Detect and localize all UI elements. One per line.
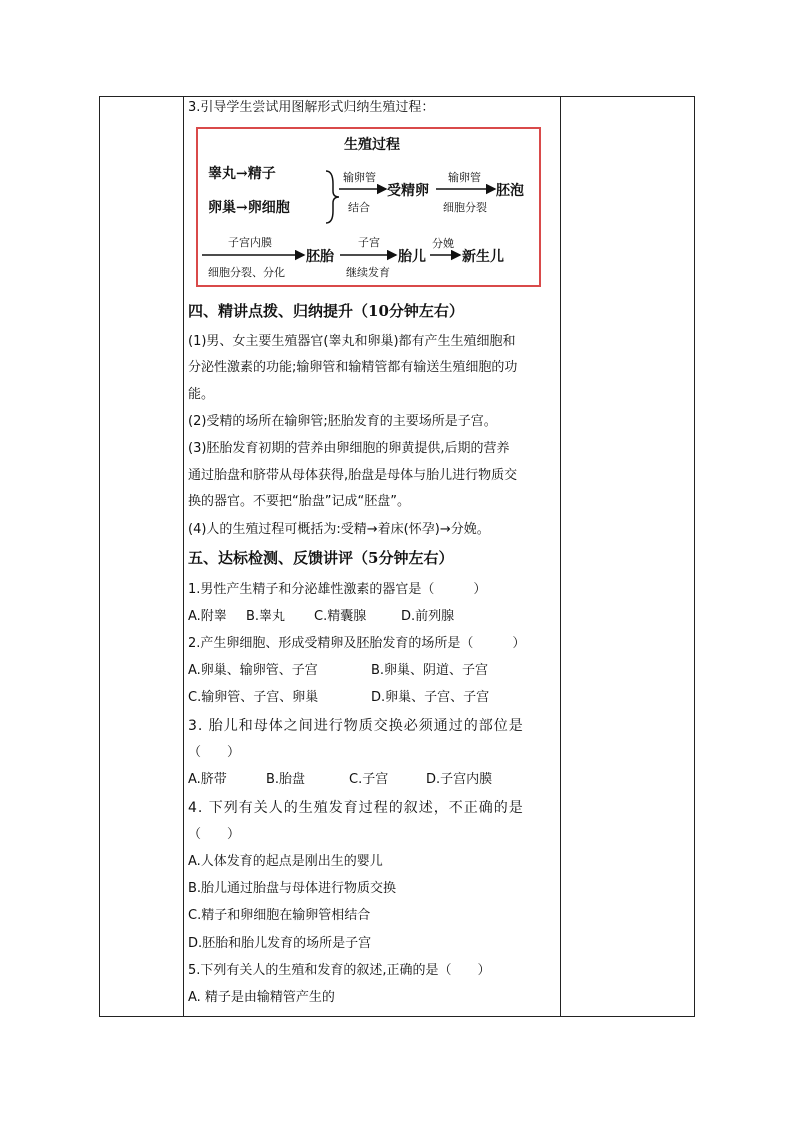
q5-option-a: A. 精子是由输精管产生的 bbox=[188, 990, 335, 1005]
q4-option-c: C.精子和卵细胞在输卵管相结合 bbox=[188, 908, 371, 923]
question4: 4. 下列有关人的生殖发育过程的叙述，不正确的是 bbox=[188, 800, 524, 816]
endometrium-label: 子宫内膜 bbox=[228, 236, 272, 249]
q2-option-b: B.卵巢、阴道、子宫 bbox=[371, 663, 489, 678]
point3-line3: 换的器官。不要把“胎盘”记成“胚盘”。 bbox=[188, 494, 410, 509]
q1-option-a: A.附睾 bbox=[188, 609, 227, 624]
diagram-title: 生殖过程 bbox=[344, 137, 400, 153]
point3-line2: 通过胎盘和脐带从母体获得,胎盘是母体与胎儿进行物质交 bbox=[188, 468, 518, 483]
newborn: 新生儿 bbox=[462, 249, 504, 265]
point4: (4)人的生殖过程可概括为:受精→着床(怀孕)→分娩。 bbox=[188, 522, 490, 537]
point3-line1: (3)胚胎发育初期的营养由卵细胞的卵黄提供,后期的营养 bbox=[188, 441, 510, 456]
lesson-table bbox=[99, 96, 695, 1017]
question1: 1.男性产生精子和分泌雄性激素的器官是（ ） bbox=[188, 582, 487, 597]
brace-shape bbox=[326, 171, 339, 223]
delivery-label: 分娩 bbox=[432, 237, 454, 250]
point1-line1: (1)男、女主要生殖器官(睾丸和卵巢)都有产生生殖细胞和 bbox=[188, 334, 516, 349]
question2-options-row2 bbox=[188, 689, 489, 707]
section4-title: 四、精讲点拨、归纳提升（10分钟左右） bbox=[188, 302, 464, 320]
question3: 3. 胎儿和母体之间进行物质交换必须通过的部位是 bbox=[188, 718, 524, 734]
question3-paren: （ ） bbox=[188, 745, 241, 760]
question2: 2.产生卵细胞、形成受精卵及胚胎发育的场所是（ ） bbox=[188, 636, 526, 651]
q4-option-d: D.胚胎和胎儿发育的场所是子宫 bbox=[188, 936, 372, 951]
q2-option-a: A.卵巢、输卵管、子宫 bbox=[188, 663, 318, 678]
q1-option-d: D.前列腺 bbox=[401, 609, 455, 624]
oviduct-label-2: 输卵管 bbox=[448, 171, 481, 184]
embryo: 胚胎 bbox=[306, 249, 334, 265]
cell-division-label: 细胞分裂 bbox=[443, 201, 487, 214]
q4-option-b: B.胎儿通过胎盘与母体进行物质交换 bbox=[188, 881, 397, 896]
q2-option-d: D.卵巢、子宫、子宫 bbox=[371, 690, 490, 705]
q3-option-d: D.子宫内膜 bbox=[426, 772, 493, 787]
table-divider-right bbox=[560, 97, 561, 1016]
q4-option-a: A.人体发育的起点是刚出生的婴儿 bbox=[188, 854, 383, 869]
q3-option-c: C.子宫 bbox=[349, 772, 389, 787]
question2-options-row1 bbox=[188, 662, 488, 680]
oviduct-label-1: 输卵管 bbox=[343, 171, 376, 184]
q3-option-a: A.脐带 bbox=[188, 772, 227, 787]
uterus-label: 子宫 bbox=[358, 236, 380, 249]
q1-option-b: B.睾丸 bbox=[246, 609, 286, 624]
testis-sperm: 睾丸→精子 bbox=[208, 166, 276, 182]
point1-line3: 能。 bbox=[188, 387, 215, 402]
question3-options bbox=[188, 771, 492, 789]
step3-text: 3.引导学生尝试用图解形式归纳生殖过程： bbox=[188, 100, 435, 115]
q3-option-b: B.胎盘 bbox=[266, 772, 306, 787]
question1-options bbox=[188, 608, 454, 626]
point1-line2: 分泌性激素的功能;输卵管和输精管都有输送生殖细胞的功 bbox=[188, 360, 518, 375]
ovary-egg: 卵巢→卵细胞 bbox=[208, 200, 290, 216]
section5-title: 五、达标检测、反馈讲评（5分钟左右） bbox=[188, 549, 454, 567]
q1-option-c: C.精囊腺 bbox=[314, 609, 367, 624]
combine-label: 结合 bbox=[348, 201, 370, 214]
question4-paren: （ ） bbox=[188, 827, 241, 842]
fetus: 胎儿 bbox=[398, 249, 426, 265]
blastocyst: 胚泡 bbox=[496, 183, 524, 199]
q2-option-c: C.输卵管、子宫、卵巢 bbox=[188, 690, 319, 705]
point2: (2)受精的场所在输卵管;胚胎发育的主要场所是子宫。 bbox=[188, 414, 497, 429]
fertilized-egg: 受精卵 bbox=[387, 183, 429, 199]
continue-development-label: 继续发育 bbox=[346, 266, 390, 279]
table-divider-left bbox=[183, 97, 184, 1016]
question5: 5.下列有关人的生殖和发育的叙述,正确的是（ ） bbox=[188, 963, 491, 978]
division-differentiation-label: 细胞分裂、分化 bbox=[208, 266, 285, 279]
reproduction-process-diagram bbox=[196, 127, 541, 287]
